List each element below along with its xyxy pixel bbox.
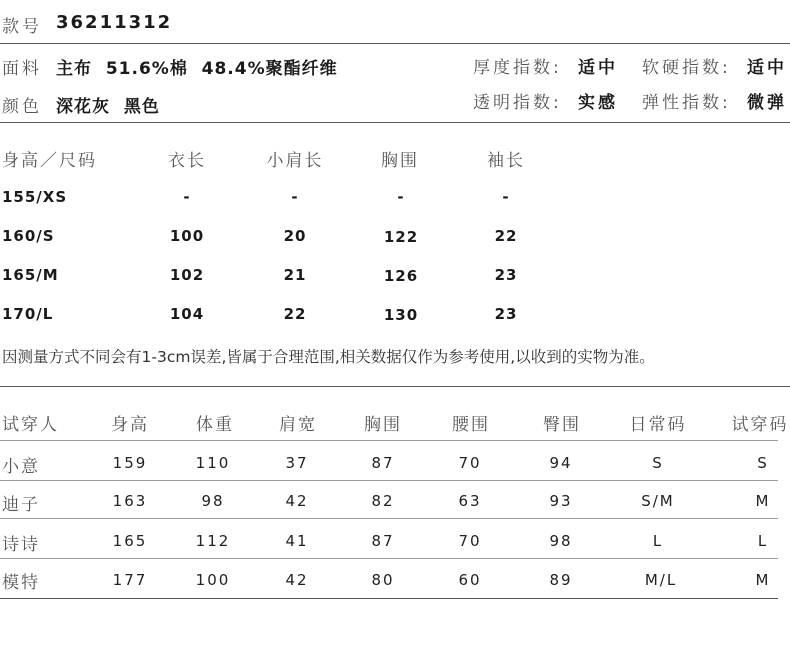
size-cell: 104: [169, 305, 205, 323]
fitting-cell: 诗诗: [2, 535, 40, 555]
fitting-cell: L: [652, 532, 664, 550]
fitting-cell: 42: [285, 492, 309, 510]
fitting-cell: 80: [371, 571, 395, 589]
size-cell: 20: [283, 227, 307, 245]
size-cell: 22: [494, 227, 518, 245]
fitting-cell: 63: [458, 492, 482, 510]
fitting-cell: 93: [549, 492, 573, 510]
fitting-cell: 163: [112, 492, 148, 510]
size-cell: 155/XS: [2, 188, 68, 206]
fitting-header-cell: 试穿人: [2, 415, 59, 435]
fitting-cell: 165: [112, 532, 148, 550]
fitting-cell: M: [755, 571, 771, 589]
elasticity-value: 微弹: [747, 93, 787, 113]
size-cell: -: [502, 188, 510, 206]
size-cell: 170/L: [2, 305, 54, 323]
fitting-cell: 41: [285, 532, 309, 550]
fitting-header-cell: 臀围: [543, 415, 581, 435]
divider-top: [0, 43, 790, 44]
size-cell: 23: [494, 305, 518, 323]
transparency-value: 实感: [578, 93, 618, 113]
code-value: 36211312: [56, 12, 173, 33]
softness-value: 适中: [747, 58, 787, 78]
fitting-header-cell: 试穿码: [731, 415, 789, 435]
fitting-cell: M: [755, 492, 771, 510]
fitting-cell: S: [757, 454, 769, 472]
fitting-cell: 42: [285, 571, 309, 589]
fitting-cell: 94: [549, 454, 573, 472]
fitting-cell: 98: [549, 532, 573, 550]
color-label: 颜色: [2, 97, 42, 117]
size-header-cell: 身高／尺码: [2, 151, 97, 171]
fitting-header-cell: 腰围: [452, 415, 490, 435]
fitting-cell: 87: [371, 532, 395, 550]
size-cell: 130: [383, 306, 419, 324]
fitting-cell: 159: [112, 454, 148, 472]
row-divider: [0, 598, 778, 599]
size-header-cell: 衣长: [168, 151, 206, 171]
fitting-cell: M/L: [644, 571, 678, 589]
fitting-header-cell: 体重: [196, 415, 234, 435]
thickness-value: 适中: [578, 58, 618, 78]
size-cell: 160/S: [2, 227, 55, 245]
size-cell: 21: [283, 266, 307, 284]
fitting-cell: 82: [371, 492, 395, 510]
size-cell: 102: [169, 266, 205, 284]
size-cell: 122: [383, 228, 419, 246]
thickness-label: 厚度指数:: [473, 58, 562, 78]
fabric-value: 主布 51.6%棉 48.4%聚酯纤维: [56, 59, 338, 79]
fitting-header-cell: 日常码: [629, 415, 687, 435]
fitting-cell: 60: [458, 571, 482, 589]
fitting-cell: L: [757, 532, 769, 550]
fitting-cell: S/M: [641, 492, 675, 510]
fitting-cell: S: [652, 454, 664, 472]
size-cell: -: [397, 188, 405, 206]
transparency-label: 透明指数:: [473, 93, 562, 113]
fitting-cell: 37: [285, 454, 309, 472]
fitting-cell: 98: [201, 492, 225, 510]
size-cell: 126: [383, 267, 419, 285]
fitting-cell: 110: [195, 454, 231, 472]
size-cell: 100: [169, 227, 205, 245]
fitting-header-cell: 胸围: [364, 415, 402, 435]
size-header-cell: 胸围: [381, 151, 419, 171]
fitting-header-cell: 身高: [111, 415, 149, 435]
size-cell: 22: [283, 305, 307, 323]
measurement-note: 因测量方式不同会有1-3cm误差,皆属于合理范围,相关数据仅作为参考使用,以收到的实物为准。: [2, 348, 655, 366]
size-header-cell: 袖长: [487, 151, 525, 171]
fitting-cell: 100: [195, 571, 231, 589]
row-divider: [0, 480, 778, 481]
color-value: 深花灰 黑色: [56, 97, 160, 117]
fabric-label: 面料: [2, 59, 42, 79]
row-divider: [0, 558, 778, 559]
row-divider: [0, 518, 778, 519]
size-cell: 165/M: [2, 266, 59, 284]
size-header-cell: 小肩长: [266, 151, 324, 171]
fitting-cell: 小意: [2, 457, 40, 477]
fitting-cell: 70: [458, 532, 482, 550]
fitting-cell: 模特: [2, 573, 40, 593]
size-cell: -: [183, 188, 191, 206]
softness-label: 软硬指数:: [642, 58, 731, 78]
size-cell: -: [291, 188, 299, 206]
row-divider: [0, 440, 778, 441]
divider-info: [0, 122, 790, 123]
divider-fitting: [0, 386, 790, 387]
fitting-cell: 177: [112, 571, 148, 589]
elasticity-label: 弹性指数:: [642, 93, 731, 113]
fitting-cell: 89: [549, 571, 573, 589]
fitting-cell: 70: [458, 454, 482, 472]
size-cell: 23: [494, 266, 518, 284]
fitting-cell: 112: [195, 532, 231, 550]
fitting-cell: 87: [371, 454, 395, 472]
fitting-header-cell: 肩宽: [279, 415, 317, 435]
fitting-cell: 迪子: [2, 495, 40, 515]
code-label: 款号: [2, 17, 42, 37]
